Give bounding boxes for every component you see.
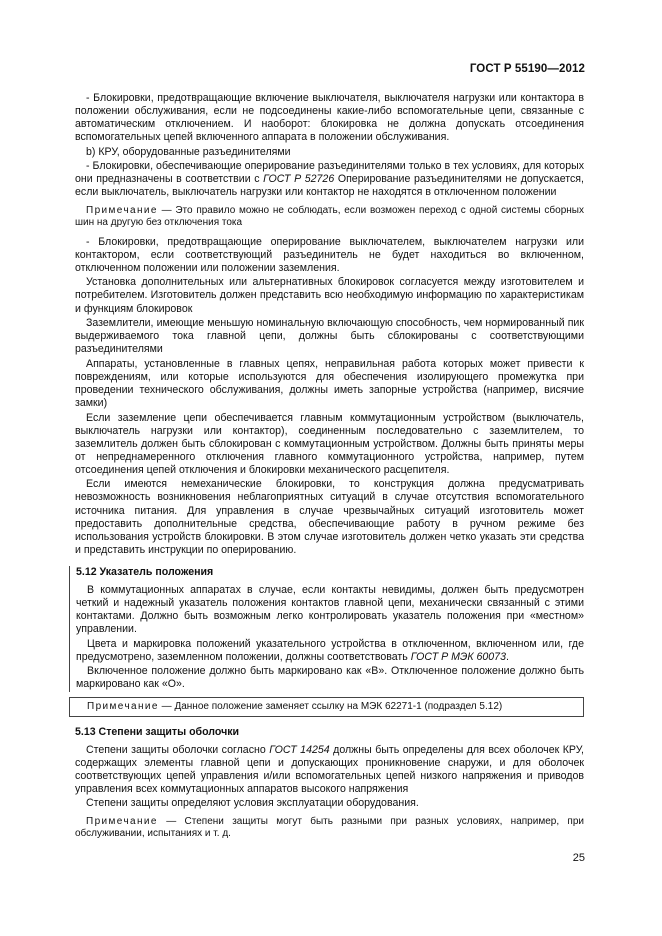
note-iec-replacement: Примечание — Данное положение заменяет ссылку на МЭК 62271-1 (подраздел 5.12) xyxy=(69,697,584,717)
paragraph-position-indicator: В коммутационных аппаратах в случае, если контакты невидимы, должен быть предусмотрен четкий и надежный указатель положения контактов главной цепи, механически связанный с этими контактами. Должно быть возможным легко контролировать указатель положения при «местном» управлении. xyxy=(76,584,584,636)
note-busbar-transfer: Примечание — Это правило можно не соблюдать, если возможен переход с одной системы сборных шин на другую без отключения тока xyxy=(75,204,584,229)
reference-gost-14254: ГОСТ 14254 xyxy=(269,743,330,756)
note-protection-degrees: Примечание — Степени защиты могут быть разными при разных условиях, например, при обслуживании, испытаниях и т. д. xyxy=(75,815,584,840)
paragraph-locking-devices: Аппараты, установленные в главных цепях, неправильная работа которых может привести к повреждениям, или которые используются для обеспечения изолирующего промежутка при проведении технического обслуживания, должны иметь запорные устройства (например, висячие замки) xyxy=(75,357,584,410)
paragraph-earthing-switches: Заземлители, имеющие меньшую номинальную включающую способность, чем нормированный пик выдерживаемого тока главной цепи, должны быть сблокированы с соответствующими разъединителями xyxy=(75,317,584,356)
paragraph-circuit-earthing: Если заземление цепи обеспечивается главным коммутационным устройством (выключатель, выключатель нагрузки или контактор), соединенным последовательно с заземлителем, то заземлитель должен быть сблокирован с коммутационным устройством. Должны быть приняты меры от непреднамеренного отключения главного коммутационного устройства, например, путем отсоединения цепей отключения и блокировки механического расцепителя. xyxy=(75,411,584,476)
paragraph-switch-interlock: - Блокировки, предотвращающие оперирование выключателем, выключателем нагрузки или контактором, если соответствующий разъединитель не будет находиться во включенном, отключенном положении или положении заземления. xyxy=(75,235,584,274)
paragraph-item-b: b) КРУ, оборудованные разъединителями xyxy=(86,145,291,158)
note-label: Примечание xyxy=(87,700,159,712)
note-label: Примечание xyxy=(86,815,158,827)
reference-gost-iec-60073: ГОСТ Р МЭК 60073 xyxy=(410,650,506,663)
page-number: 25 xyxy=(572,852,585,864)
note-label: Примечание xyxy=(86,204,158,216)
paragraph-disconnector-interlock: - Блокировки, обеспечивающие оперирование разъединителями только в тех условиях, для которых они предназначены в соответствии с ГОСТ Р 52726 Оперирование разъединителями не допускается, если выключатель, выключатель нагрузки или контактор не находятся в отключенном положении xyxy=(75,160,584,199)
paragraph-additional-interlocks: Установка дополнительных или альтернативных блокировок согласуется между изготовителем и потребителем. Изготовитель должен представить всю необходимую информацию по характеристикам и функциям блокировок xyxy=(75,276,584,315)
paragraph-position-colors: Цвета и маркировка положений указательного устройства в отключенном, включенном или, где предусмотрено, заземленном положении, должны соответствовать ГОСТ Р МЭК 60073. xyxy=(76,637,584,663)
section-5-12-changed-block xyxy=(69,566,584,692)
document-standard-header: ГОСТ Р 55190—2012 xyxy=(469,63,585,75)
paragraph-enclosure-protection: Степени защиты оболочки согласно ГОСТ 14254 должны быть определены для всех оболочек КРУ, содержащих элементы главной цепи и допускающих проникновение снаружи, и для оболочек соответствующих цепей управления и/или вспомогательных цепей низкого напряжения и приводов управления всех коммутационных аппаратов высокого напряжения xyxy=(75,743,584,795)
section-heading-5-12: 5.12 Указатель положения xyxy=(76,565,214,578)
document-body xyxy=(75,92,584,847)
paragraph-non-mechanical-interlocks: Если имеются немеханические блокировки, то конструкция должна предусматривать невозможность возникновения неблагоприятных ситуаций в случае отсутствия вспомогательного источника питания. Для управления в случае чрезвычайных ситуаций изготовитель может предоставить дополнительные средства, обеспечивающие работу в ручном режиме без использования устройств блокировки. В этом случае изготовитель должен четко указать эти средства и представить инструкции по оперированию. xyxy=(75,478,584,556)
section-heading-5-13: 5.13 Степени защиты оболочки xyxy=(75,725,240,738)
paragraph-interlock-service: - Блокировки, предотвращающие включение выключателя, выключателя нагрузки или контактора в положении обслуживания, если не подсоединены какие-либо вспомогательные цепи, связанные с автоматическим отключением. И наоборот: блокировка не должна допускать отсоединения вспомогательных цепей включенного аппарата в положении обслуживания. xyxy=(75,92,584,144)
reference-gost-52726: ГОСТ Р 52726 xyxy=(263,173,335,186)
paragraph-operating-conditions: Степени защиты определяют условия эксплуатации оборудования. xyxy=(86,797,419,810)
paragraph-position-marking: Включенное положение должно быть маркировано как «В». Отключенное положение должно быть маркировано как «О». xyxy=(76,665,584,691)
